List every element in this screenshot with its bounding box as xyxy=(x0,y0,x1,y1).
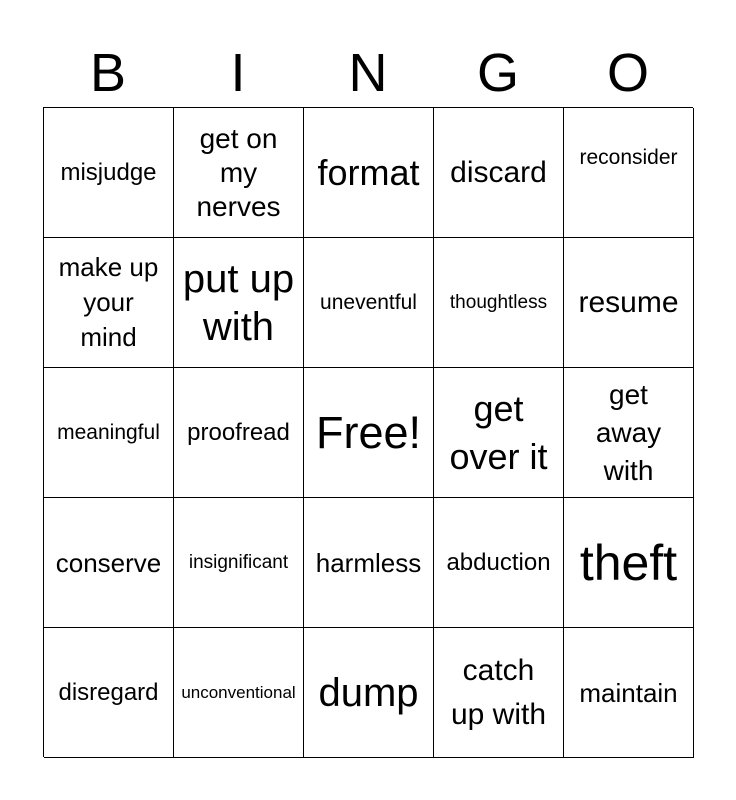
bingo-cell-r2c5[interactable] xyxy=(564,238,694,368)
cell-text: conserve xyxy=(55,547,162,578)
bingo-cell-r1c4[interactable] xyxy=(434,108,564,238)
bingo-cell-r4c2[interactable] xyxy=(174,498,304,628)
cell-text: catch up with xyxy=(450,653,547,731)
bingo-cell-r4c3[interactable] xyxy=(304,498,434,628)
cell-text: unconventional xyxy=(181,682,296,702)
bingo-cell-r4c5[interactable] xyxy=(564,498,694,628)
cell-text: make up your mind xyxy=(58,252,159,352)
bingo-cell-r1c1[interactable] xyxy=(44,108,174,238)
bingo-cell-r2c1[interactable] xyxy=(44,238,174,368)
cell-text: format xyxy=(317,151,420,193)
bingo-cell-r5c5[interactable] xyxy=(564,628,694,758)
bingo-cell-r1c2[interactable] xyxy=(174,108,304,238)
cell-text: insignificant xyxy=(188,551,289,573)
bingo-cell-r4c1[interactable] xyxy=(44,498,174,628)
bingo-cell-r2c2[interactable] xyxy=(174,238,304,368)
bingo-cell-r1c5[interactable] xyxy=(564,108,694,238)
cell-text: get on my nerves xyxy=(196,122,281,222)
cell-text: get over it xyxy=(449,387,548,477)
cell-text: resume xyxy=(578,285,679,319)
cell-text: thoughtless xyxy=(449,291,548,313)
bingo-grid xyxy=(43,107,693,757)
bingo-cell-r2c3[interactable] xyxy=(304,238,434,368)
cell-text: Free! xyxy=(315,406,422,458)
cell-text: disregard xyxy=(58,678,159,706)
cell-text: discard xyxy=(450,155,547,189)
bingo-cell-r4c4[interactable] xyxy=(434,498,564,628)
bingo-cell-r5c1[interactable] xyxy=(44,628,174,758)
cell-text: uneventful xyxy=(320,290,417,314)
cell-text: dump xyxy=(318,670,419,715)
cell-text: abduction xyxy=(446,548,551,576)
header-letter-b: B xyxy=(89,43,127,103)
bingo-header xyxy=(43,40,693,106)
bingo-cell-r3c1[interactable] xyxy=(44,368,174,498)
cell-text: put up with xyxy=(182,256,295,349)
header-letter-o: O xyxy=(606,43,649,103)
cell-text: maintain xyxy=(579,677,678,708)
bingo-cell-r5c2[interactable] xyxy=(174,628,304,758)
bingo-cell-r3c2[interactable] xyxy=(174,368,304,498)
cell-text: get away with xyxy=(595,378,662,486)
cell-text: theft xyxy=(579,534,678,591)
header-letter-n: N xyxy=(348,43,388,103)
bingo-cell-r3c5[interactable] xyxy=(564,368,694,498)
header-letter-i: I xyxy=(230,43,246,103)
bingo-cell-r5c4[interactable] xyxy=(434,628,564,758)
cell-text: harmless xyxy=(315,547,422,578)
bingo-cell-r5c3[interactable] xyxy=(304,628,434,758)
bingo-cell-r2c4[interactable] xyxy=(434,238,564,368)
bingo-cell-r3c4[interactable] xyxy=(434,368,564,498)
cell-text: misjudge xyxy=(60,158,157,186)
cell-text: proofread xyxy=(187,418,290,446)
cell-text: reconsider xyxy=(579,145,678,169)
header-letter-g: G xyxy=(476,43,519,103)
cell-text: meaningful xyxy=(57,420,160,444)
bingo-cell-r3c3[interactable] xyxy=(304,368,434,498)
bingo-cell-r1c3[interactable] xyxy=(304,108,434,238)
